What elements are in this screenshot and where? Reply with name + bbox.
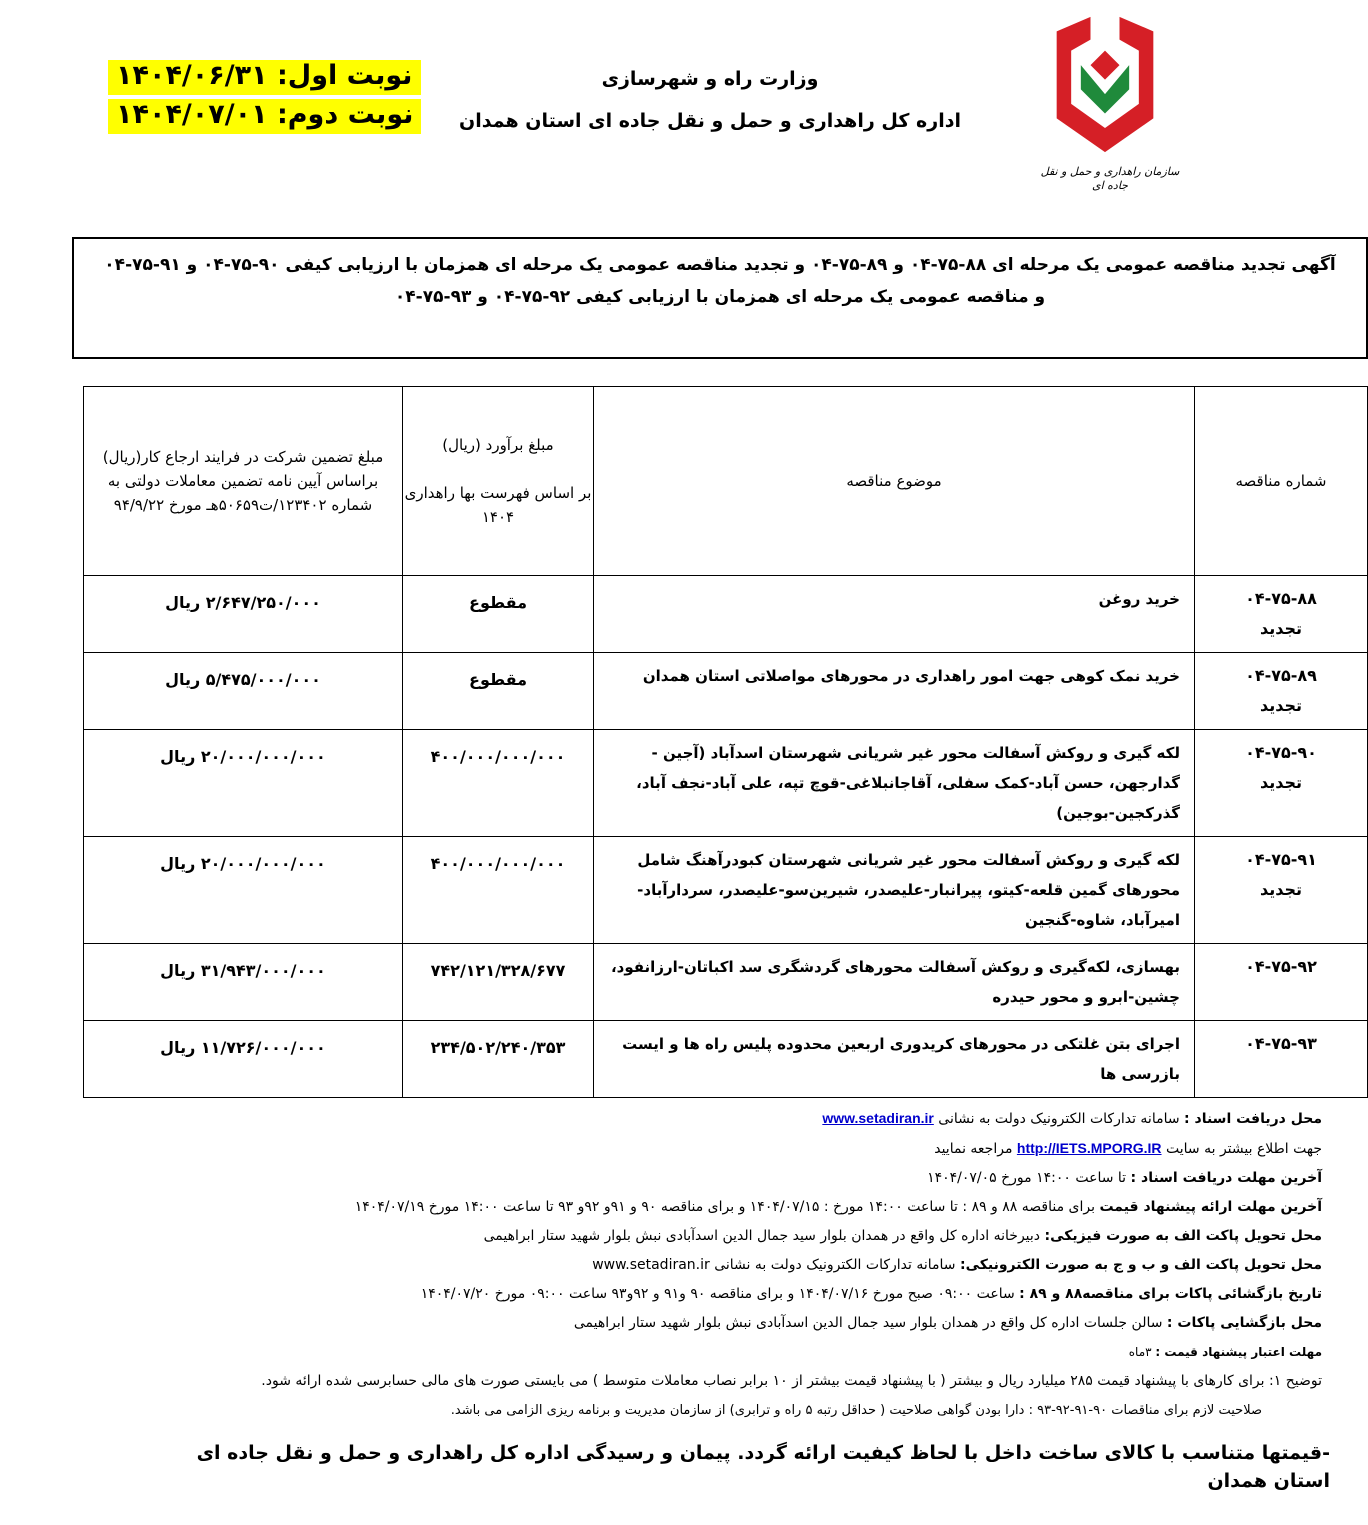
table-row (84, 653, 1368, 730)
ministry-header (440, 58, 980, 142)
tender-number: ۰۴-۷۵-۸۸ (1245, 589, 1317, 608)
second-round-label: نوبت دوم: (276, 99, 414, 130)
second-round (112, 99, 417, 130)
table-row (84, 837, 1368, 944)
renewal-label: تجدید (1259, 619, 1303, 638)
tender-subject: خرید نمک کوهی جهت امور راهداری در محورهای مواصلاتی استان همدان (594, 653, 1195, 730)
tender-number-cell (1195, 653, 1368, 730)
tender-number-cell (1195, 1021, 1368, 1098)
renewal-label: تجدید (1259, 773, 1303, 792)
opening-place-label: محل بازگشایی پاکات : (1166, 1315, 1322, 1331)
tender-guarantee: ۵/۴۷۵/۰۰۰/۰۰۰ ریال (84, 653, 403, 730)
renewal-label: تجدید (1259, 696, 1303, 715)
tender-estimate: مقطوع (403, 653, 594, 730)
notice-body (0, 237, 1368, 1525)
renewal-label: تجدید (1259, 880, 1303, 899)
tender-number: ۰۴-۷۵-۹۳ (1245, 1034, 1317, 1053)
tender-number: ۰۴-۷۵-۹۱ (1245, 850, 1317, 869)
header-subject: موضوع مناقصه (594, 387, 1195, 576)
tender-number-cell (1195, 944, 1368, 1021)
tender-guarantee: ۳۱/۹۴۳/۰۰۰/۰۰۰ ریال (84, 944, 403, 1021)
tender-estimate: مقطوع (403, 576, 594, 653)
more-info-text: جهت اطلاع بیشتر به سایت (1166, 1141, 1322, 1157)
header-estimate (403, 387, 594, 576)
doc-deadline-label: آخرین مهلت دریافت اسناد : (1130, 1170, 1322, 1186)
second-round-date: ۱۴۰۴/۰۷/۰۱ (116, 99, 268, 130)
tender-number-cell (1195, 576, 1368, 653)
electronic-delivery-text: سامانه تدارکات الکترونیک دولت به نشانی www.setadiran.ir (592, 1257, 956, 1273)
first-round (112, 60, 416, 91)
opening-date-text: ساعت ۰۹:۰۰ صبح مورخ ۱۴۰۴/۰۷/۱۶ و برای مناقصه ۹۰ و۹۱ و ۹۲و۹۳ ساعت ۰۹:۰۰ مورخ ۱۴۰۴/۰۷/۲۰ (420, 1286, 1015, 1302)
opening-place-text: سالن جلسات اداره کل واقع در همدان بلوار سید جمال الدین اسدآبادی نبش بلوار شهید ستار ابراهیمی (573, 1315, 1163, 1331)
info-section (100, 1104, 1322, 1425)
tender-guarantee: ۲/۶۴۷/۲۵۰/۰۰۰ ریال (84, 576, 403, 653)
header-guarantee: مبلغ تضمین شرکت در فرایند ارجاع کار(ریال) براساس آیین نامه تضمین معاملات دولتی به شماره ۱۲۳۴۰۲/ت۵۰۶۵۹هـ مورخ ۹۴/۹/۲۲ (84, 387, 403, 576)
tender-guarantee: ۲۰/۰۰۰/۰۰۰/۰۰۰ ریال (84, 837, 403, 944)
note-1: توضیح ۱: برای کارهای با پیشنهاد قیمت ۲۸۵ میلیارد ریال و بیشتر ( با پیشنهاد قیمت بیشتر از ۱۰ برابر نصاب معاملات متوسط ) می بایستی صورت های مالی حسابرسی شده ارائه شود. (261, 1373, 1322, 1389)
tender-number-cell (1195, 837, 1368, 944)
tender-subject: اجرای بتن غلتکی در محورهای کریدوری اربعین محدوده پلیس راه ها و ایست بازرسی ها (594, 1021, 1195, 1098)
tender-estimate: ۷۴۲/۱۲۱/۳۲۸/۶۷۷ (403, 944, 594, 1021)
doc-place-label: محل دریافت اسناد : (1184, 1111, 1322, 1127)
tender-estimate: ۴۰۰/۰۰۰/۰۰۰/۰۰۰ (403, 837, 594, 944)
table-row (84, 1021, 1368, 1098)
opening-date-label: تاریخ بازگشائی پاکات برای مناقصه۸۸ و ۸۹ : (1019, 1286, 1322, 1302)
table-row (84, 944, 1368, 1021)
doc-deadline-text: تا ساعت ۱۴:۰۰ مورخ ۱۴۰۴/۰۷/۰۵ (927, 1170, 1127, 1186)
validity-label: مهلت اعتبار پیشنهاد قیمت : (1155, 1345, 1322, 1359)
bid-deadline-text: برای مناقصه ۸۸ و ۸۹ : تا ساعت ۱۴:۰۰ مورخ : ۱۴۰۴/۰۷/۱۵ و برای مناقصه ۹۰ و ۹۱و ۹۲و ۹۳ تا ساعت ۱۴:۰۰ مورخ ۱۴۰۴/۰۷/۱۹ (354, 1199, 1096, 1215)
tender-subject: لکه گیری و روکش آسفالت محور غیر شریانی شهرستان کبودرآهنگ شامل محورهای گمین قلعه-کیتو، پیرانبار-علیصدر، شیرین‌سو-علیصدر، سردارآباد-امیرآباد، شاوه-گنجین (594, 837, 1195, 944)
physical-delivery-text: دبیرخانه اداره کل واقع در همدان بلوار سید جمال الدین اسدآبادی نبش بلوار شهید ستار ابراهیمی (483, 1228, 1041, 1244)
tender-number: ۰۴-۷۵-۹۲ (1245, 957, 1317, 976)
setadiran-link[interactable]: www.setadiran.ir (822, 1110, 934, 1126)
tender-subject: خرید روغن (594, 576, 1195, 653)
qualification-note: صلاحیت لازم برای مناقصات ۹۰-۹۱-۹۲-۹۳ : دارا بودن گواهی صلاحیت ( حداقل رتبه ۵ راه و ترابری) از سازمان مدیریت و برنامه ریزی الزامی می باشد. (450, 1403, 1262, 1418)
iets-link[interactable]: http://IETS.MPORG.IR (1016, 1140, 1162, 1156)
tender-guarantee: ۱۱/۷۲۶/۰۰۰/۰۰۰ ریال (84, 1021, 403, 1098)
tender-number: ۰۴-۷۵-۸۹ (1245, 666, 1317, 685)
first-round-label: نوبت اول: (276, 60, 413, 91)
more-info-suffix: مراجعه نمایید (934, 1141, 1013, 1157)
tender-estimate: ۴۰۰/۰۰۰/۰۰۰/۰۰۰ (403, 730, 594, 837)
validity-text: ۳ماه (1128, 1345, 1152, 1359)
header-number: شماره مناقصه (1195, 387, 1368, 576)
tender-guarantee: ۲۰/۰۰۰/۰۰۰/۰۰۰ ریال (84, 730, 403, 837)
tender-subject: لکه گیری و روکش آسفالت محور غیر شریانی شهرستان اسدآباد (آجین - گدارجهن، حسن آباد-کمک سفلی، آقاجانبلاغی-قوچ تپه، علی آباد-نجف آباد، گذرکجین-بوجین) (594, 730, 1195, 837)
bid-deadline-label: آخرین مهلت ارائه پیشنهاد قیمت (1099, 1199, 1322, 1215)
logo-caption: سازمان راهداری و حمل و نقل جاده ای (1040, 165, 1180, 192)
road-organization-logo (1050, 12, 1160, 157)
tender-estimate: ۲۳۴/۵۰۲/۲۴۰/۳۵۳ (403, 1021, 594, 1098)
table-row (84, 576, 1368, 653)
estimate-line2: بر اساس فهرست بها راهداری ۱۴۰۴ (404, 484, 592, 526)
table-row (84, 730, 1368, 837)
physical-delivery-label: محل تحویل پاکت الف به صورت فیزیکی: (1044, 1228, 1322, 1244)
tender-number-cell (1195, 730, 1368, 837)
table-header-row (84, 387, 1368, 576)
doc-place-text: سامانه تدارکات الکترونیک دولت به نشانی (938, 1111, 1180, 1127)
tender-subject: بهسازی، لکه‌گیری و روکش آسفالت محورهای گردشگری سد اکباتان-ارزانفود، چشین-ابرو و محور حیدره (594, 944, 1195, 1021)
tender-number: ۰۴-۷۵-۹۰ (1245, 743, 1317, 762)
office-name: اداره کل راهداری و حمل و نقل جاده ای استان همدان (459, 110, 961, 132)
footer-note: -قیمتها متناسب با کالای ساخت داخل با لحاظ کیفیت ارائه گردد. پیمان و رسیدگی اداره کل راهداری و حمل و نقل جاده ای استان همدان (196, 1442, 1330, 1492)
ministry-name: وزارت راه و شهرسازی (601, 68, 819, 90)
estimate-line1: مبلغ برآورد (ریال) (442, 436, 554, 454)
first-round-date: ۱۴۰۴/۰۶/۳۱ (116, 60, 268, 91)
tender-table (83, 386, 1368, 1098)
electronic-delivery-label: محل تحویل پاکت الف و ب و ج به صورت الکترونیکی: (959, 1257, 1322, 1273)
publication-dates (108, 60, 421, 138)
notice-headline: آگهی تجدید مناقصه عمومی یک مرحله ای ۸۸-۷۵-۰۴ و ۸۹-۷۵-۰۴ و تجدید مناقصه عمومی یک مرحله ای همزمان با ارزیابی کیفی ۹۰-۷۵-۰۴ و ۹۱-۷۵-۰۴ و مناقصه عمومی یک مرحله ای همزمان با ارزیابی کیفی ۹۲-۷۵-۰۴ و ۹۳-۷۵-۰۴ (72, 237, 1368, 359)
